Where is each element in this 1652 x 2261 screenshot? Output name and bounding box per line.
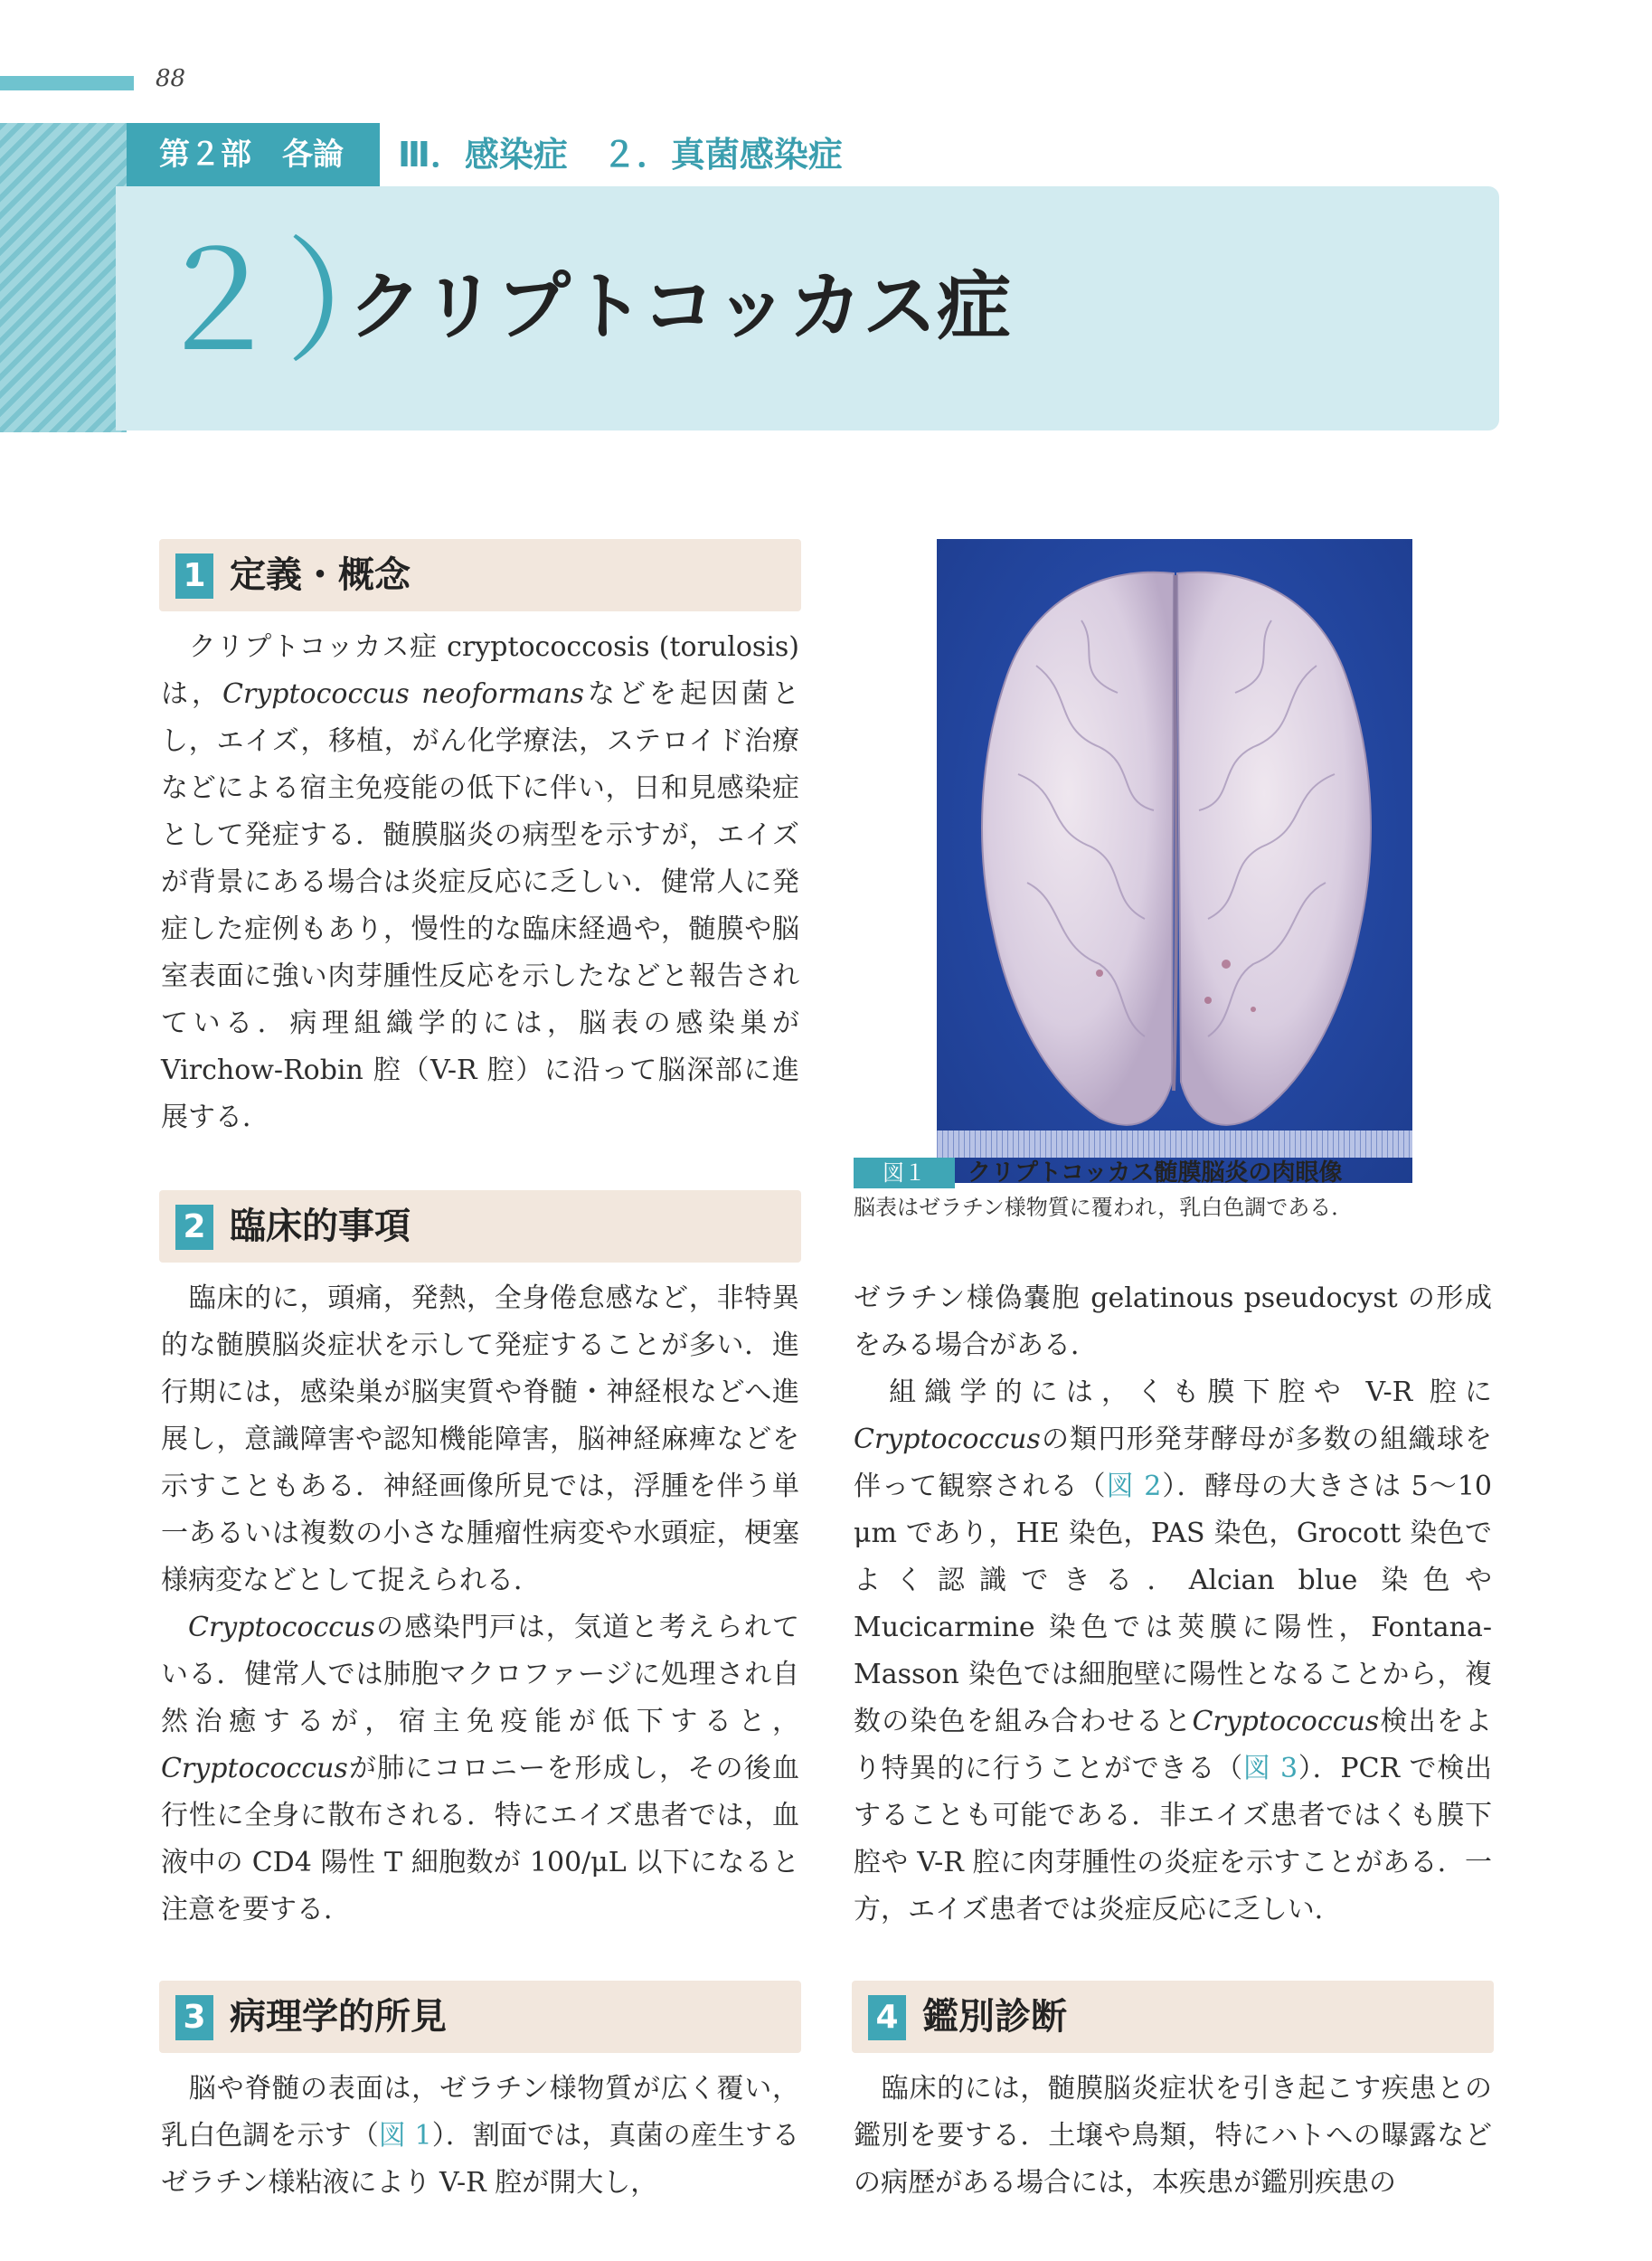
section-2-heading	[159, 1190, 801, 1263]
section-4-number: 4	[868, 1995, 906, 2040]
section-1-title: 定義・概念	[230, 554, 411, 596]
figure-1-title: クリプトコッカス髄膜脳炎の肉眼像	[968, 1159, 1343, 1187]
figure-1-reference[interactable]: 図 1	[378, 2120, 432, 2152]
chapter-label: Ⅲ．感染症 ２．真菌感染症	[398, 135, 843, 175]
section-3-number: 3	[175, 1995, 213, 2040]
figure-1-image	[937, 539, 1412, 1183]
figure-1-label: 図１	[854, 1158, 955, 1188]
section-3-paragraph: 脳や脊髄の表面は，ゼラチン様物質が広く覆い，乳白色調を示す（図 1）．割面では，真菌の産生するゼラチン様粘液により V-R 腔が開大し，	[161, 2073, 800, 2199]
right-paragraph-2: 組織学的には，くも膜下腔や V-R 腔にCryptococcusの類円形発芽酵母が多数の組織球を伴って観察される（図 2）．酵母の大きさは 5〜10 μm であり，HE 染色，PAS 染色，Grocott 染色でよく認識できる．Alcian blue 染色や Mucicarmine 染色では莢膜に陽性，Fontana-Masson 染色では細胞壁に陽性となることから，複数の染色を組み合わせるとCryptococcus検出をより特異的に行うことができる（図 3）．PCR で検出することも可能である．非エイズ患者ではくも膜下腔や V-R 腔に肉芽腫性の炎症を示すことがある．一方，エイズ患者では炎症反応に乏しい．	[854, 1376, 1493, 1925]
section-1-heading	[159, 539, 801, 611]
section-4-heading	[852, 1981, 1494, 2053]
section-4-paragraph: 臨床的には，髄膜脳炎症状を引き起こす疾患との鑑別を要する．土壌や鳥類，特にハトへの曝露などの病歴がある場合には，本疾患が鑑別疾患の	[854, 2073, 1492, 2199]
section-2-number: 2	[175, 1205, 213, 1250]
section-1-number: 1	[175, 553, 213, 599]
page-number: 88	[156, 65, 186, 92]
figure-1-scale-ruler	[937, 1130, 1412, 1158]
top-accent-bar	[0, 76, 134, 90]
section-3-title: 病理学的所見	[230, 1996, 447, 2038]
part-label: 第２部 各論	[127, 123, 380, 186]
figure-1-caption: 脳表はゼラチン様物質に覆われ，乳白色調である．	[854, 1195, 1354, 1220]
section-2-paragraph-1: 臨床的に，頭痛，発熱，全身倦怠感など，非特異的な髄膜脳炎症状を示して発症することが多い．進行期には，感染巣が脳実質や脊髄・神経根などへ進展し，意識障害や認知機能障害，脳神経麻痺などを示すこともある．神経画像所見では，浮腫を伴う単一あるいは複数の小さな腫瘤性病変や水頭症，梗塞様病変などとして捉えられる．	[161, 1282, 799, 1596]
figure-2-reference[interactable]: 図 2	[1106, 1471, 1162, 1502]
header-hatch-band	[0, 123, 127, 432]
brain-illustration	[937, 539, 1412, 1183]
figure-3-reference[interactable]: 図 3	[1242, 1753, 1298, 1784]
section-2-paragraph-2: Cryptococcusの感染門戸は，気道と考えられている．健常人では肺胞マクロファージに処理され自然治癒するが，宿主免疫能が低下すると，Cryptococcusが肺にコロニーを形成し，その後血行性に全身に散布される．特にエイズ患者では，血液中の CD4 陽性 T 細胞数が 100/μL 以下になると注意を要する．	[161, 1612, 799, 1925]
page-title: クリプトコッカス症	[348, 264, 1012, 350]
section-4-title: 鑑別診断	[922, 1996, 1067, 2038]
section-1-paragraph: クリプトコッカス症 cryptococcosis (torulosis) は，Cryptococcus neoformansなどを起因菌とし，エイズ，移植，がん化学療法，ステロイド治療などによる宿主免疫能の低下に伴い，日和見感染症として発症する．髄膜脳炎の病型を示すが，エイズが背景にある場合は炎症反応に乏しい．健常人に発症した症例もあり，慢性的な臨床経過や，髄膜や脳室表面に強い肉芽腫性反応を示したなどと報告されている．病理組織学的には，脳表の感染巣がVirchow-Robin 腔（V-R 腔）に沿って脳深部に進展する．	[161, 631, 800, 1133]
section-3-heading	[159, 1981, 801, 2053]
section-2-title: 臨床的事項	[230, 1206, 411, 1247]
title-number: ２）	[149, 224, 421, 382]
right-paragraph-1: ゼラチン様偽嚢胞 gelatinous pseudocyst の形成をみる場合がある．	[854, 1282, 1492, 1361]
